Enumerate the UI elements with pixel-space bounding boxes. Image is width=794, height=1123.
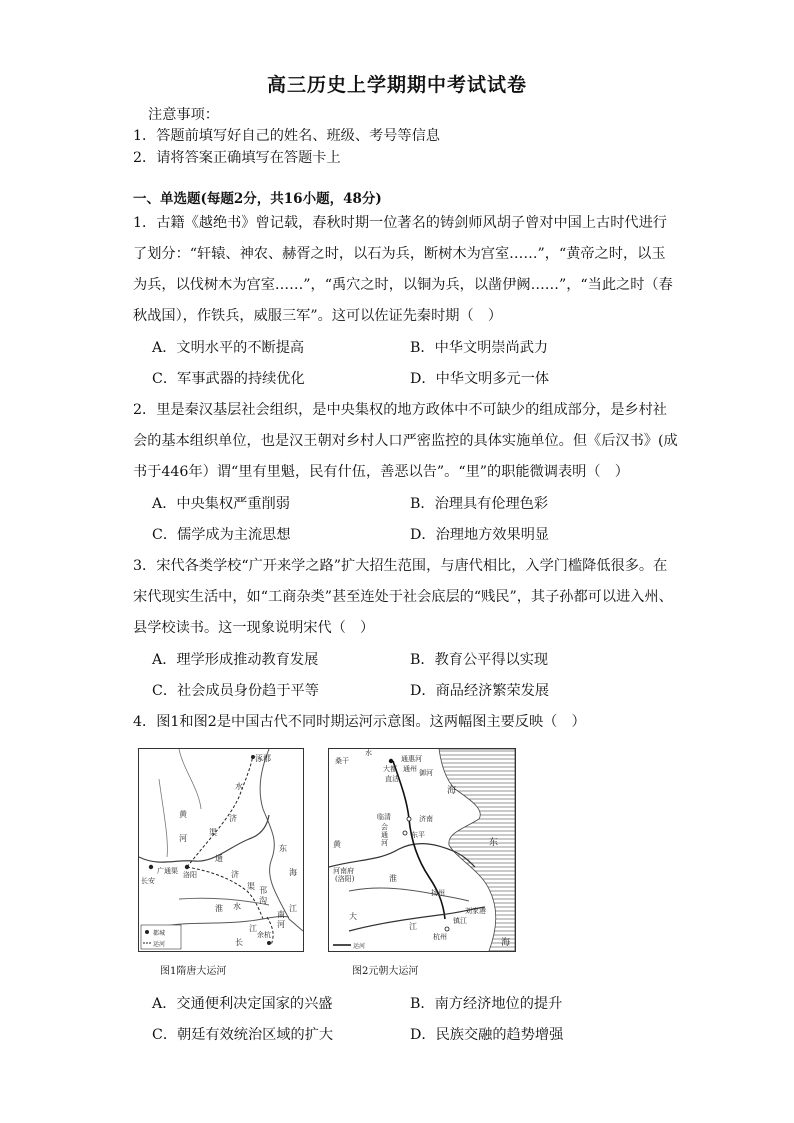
map2-label: 通州 [403,765,417,773]
map2-label: 东 [489,838,499,848]
q1-line-4: 秋战国），作铁兵，威服三军”。这可以佐证先秦时期（ ） [133,308,503,324]
q4-option-c[interactable]: C．朝廷有效统治区域的扩大 [152,1027,334,1043]
map1-label: 沟 [259,896,267,905]
notice-heading: 注意事项： [148,107,219,123]
q2-option-b[interactable]: B．治理具有伦理色彩 [410,496,549,512]
map2-label: 镇江 [453,917,467,925]
map-1-caption: 图1隋唐大运河 [160,966,227,977]
map2-label: 河 [381,839,388,847]
q3-option-c[interactable]: C．社会成员身份趋于平等 [152,683,319,699]
map2-label: 通惠河 [401,755,422,763]
q4-option-d[interactable]: D．民族交融的趋势增强 [410,1027,564,1043]
map2-label: 黄 [333,840,341,849]
q1-line-3: 为兵，以伐树木为宫室……”，“禹穴之时，以铜为兵，以凿伊阙……”，“当此之时（春 [133,277,673,293]
q2-line-1: 2．里是秦汉基层社会组织，是中央集权的地方政体中不可缺少的组成部分，是乡村社 [133,402,667,418]
q3-option-a[interactable]: A．理学形成推动教育发展 [152,652,319,668]
map1-label: 水 [235,782,243,791]
map1-label: 海 [289,868,297,877]
page-title: 高三历史上学期期中考试试卷 [266,74,527,96]
map2-label: 临清 [377,813,391,821]
q2-line-2: 会的基本组织单位，也是汉王朝对乡村人口严密监控的具体实施单位。但《后汉书》(成 [133,433,678,449]
q1-line-2: 了划分：“轩辕、神农、赫胥之时，以石为兵，断树木为宫室……”，“黄帝之时，以玉 [133,246,666,262]
map1-label: 江 [289,904,297,913]
map1-label: 济 [231,870,239,879]
map1-label: 南 [277,910,285,919]
notice-item-2: 2．请将答案正确填写在答题卡上 [133,150,341,166]
map1-label: 东 [279,844,287,853]
map2-label: 扬州 [431,889,445,897]
map1-label: 渠 [209,828,217,837]
q2-option-a[interactable]: A．中央集权严重削弱 [152,496,290,512]
map2-label: 通 [381,831,388,839]
map2-label: 海 [501,938,511,948]
map2-label: 刘家港 [465,907,486,915]
map-sui-tang-canal [138,748,304,952]
map1-label: 涿郡 [255,754,271,763]
map1-label: 河 [179,834,187,843]
q1-option-a[interactable]: A．文明水平的不断提高 [152,340,305,356]
q3-option-b[interactable]: B．教育公平得以实现 [410,652,549,668]
map2-label: 大 [349,912,357,921]
map2-label: 大都 [383,765,397,773]
map1-legend: 运河 [153,941,166,948]
map1-label: 淮 [215,904,223,913]
map1-label: 洛阳 [183,871,197,879]
map2-label: 淮 [389,874,397,883]
q1-option-c[interactable]: C．军事武器的持续优化 [152,371,305,387]
q1-option-b[interactable]: B．中华文明崇尚武力 [410,340,549,356]
map1-label: 江 [249,924,257,933]
map1-label: 通 [215,854,223,863]
map1-legend: 都城 [153,930,166,937]
map2-label: 直沽 [385,775,399,783]
map1-label: 余杭 [257,931,271,939]
map2-label: 江 [409,922,417,931]
map2-legend: 运河 [353,943,366,950]
map-1-figure [139,749,303,951]
map2-label: 御河 [419,769,433,777]
map-yuan-canal [328,748,516,952]
map1-label: 水 [233,902,241,911]
map1-label: 长安 [141,877,155,885]
map1-label: 黄 [179,810,187,819]
q2-option-d[interactable]: D．治理地方效果明显 [410,527,550,543]
map2-label: 东平 [411,831,425,839]
map1-label: 河 [277,920,285,929]
q3-line-3: 县学校读书。这一现象说明宋代（ ） [133,620,375,636]
map2-label: 水 [365,749,372,757]
q3-line-1: 3．宋代各类学校“广开来学之路”扩大招生范围，与唐代相比，入学门槛降低很多。在 [133,558,668,574]
q2-line-3: 书于446年）谓“里有里魁，民有什伍，善恶以告”。“里”的职能微调表明（ ） [133,464,629,480]
map2-label: 杭州 [433,933,447,941]
map2-label: 河南府 [333,867,354,875]
q3-line-2: 宋代现实生活中，如“工商杂类”甚至连处于社会底层的“贱民”，其子孙都可以进入州、 [133,589,673,605]
map1-label: 广通渠 [157,867,178,875]
map2-label: 海 [447,786,457,796]
map2-label: (洛阳) [335,875,355,883]
map1-label: 渠 [247,882,255,891]
q2-option-c[interactable]: C．儒学成为主流思想 [152,527,291,543]
map1-label: 济 [229,814,237,823]
q1-line-1: 1．古籍《越绝书》曾记载，春秋时期一位著名的铸剑师风胡子曾对中国上古时代进行 [133,215,667,231]
q4-option-a[interactable]: A．交通便利决定国家的兴盛 [152,996,333,1012]
notice-item-1: 1．答题前填写好自己的姓名、班级、考号等信息 [133,128,440,144]
map2-label: 桑干 [335,757,349,765]
map-2-caption: 图2元朝大运河 [352,966,419,977]
map-2-figure [329,749,515,951]
q4-line-1: 4．图1和图2是中国古代不同时期运河示意图。这两幅图主要反映（ ） [133,714,586,730]
q1-option-d[interactable]: D．中华文明多元一体 [410,371,550,387]
map1-label: 邗 [259,886,267,895]
q4-option-b[interactable]: B．南方经济地位的提升 [410,996,563,1012]
section-heading: 一、单选题(每题2分，共16小题，48分) [133,191,382,207]
q3-option-d[interactable]: D．商品经济繁荣发展 [410,683,550,699]
map2-label: 会 [381,823,388,831]
map1-label: 长 [235,938,243,947]
map2-label: 济南 [419,815,433,823]
